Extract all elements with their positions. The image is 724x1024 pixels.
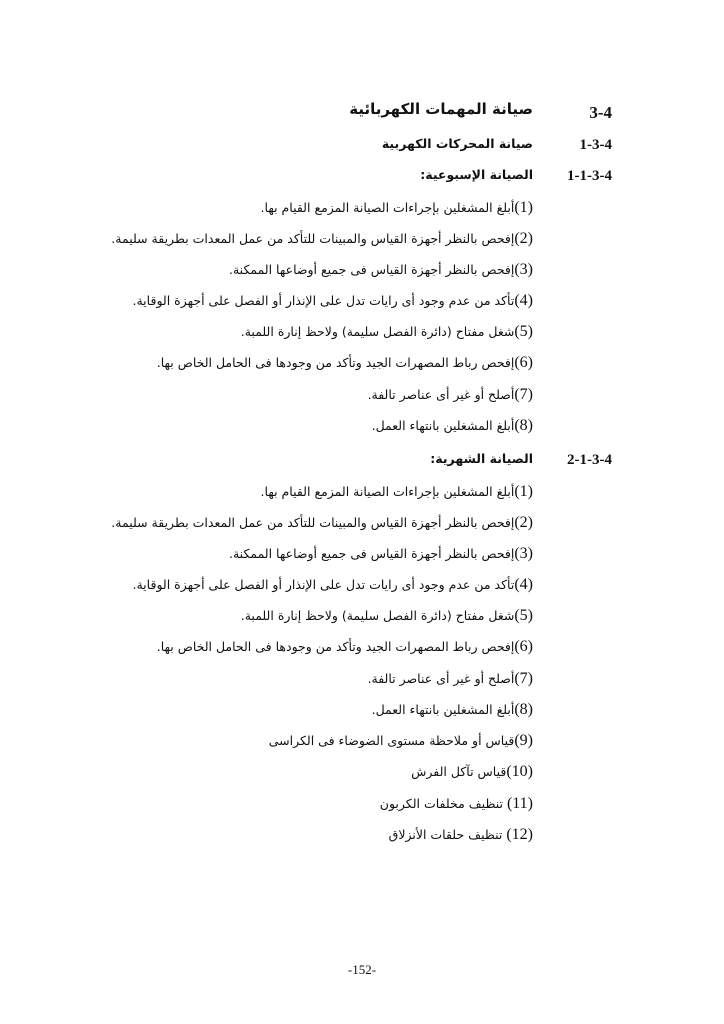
monthly-item-2: (2)إفحص بالنظر أجهزة القياس والمبينات للتأكد من عمل المعدات بطريقة سليمة. (111, 514, 533, 531)
weekly-item-5: (5)شغل مفتاح (دائرة الفصل سليمة) ولاحظ إنارة اللمبة. (240, 323, 533, 340)
monthly-item-6: (6)إفحص رباط المصهرات الجيد وتأكد من وجودها فى الحامل الخاص بها. (156, 638, 533, 655)
monthly-title: الصيانة الشهرية: (430, 451, 533, 466)
weekly-item-3: (3)إفحص بالنظر أجهزة القياس فى جميع أوضاعها الممكنة. (229, 261, 533, 278)
section-number: 3-4 (589, 103, 612, 122)
weekly-item-7: (7)أصلح أو غير أى عناصر تالفة. (367, 386, 533, 403)
weekly-item-4: (4)تأكد من عدم وجود أى رايات تدل على الإنذار أو الفصل على أجهزة الوقاية. (132, 292, 533, 309)
weekly-number: 1-1-3-4 (567, 168, 612, 184)
page-number: -152- (347, 962, 377, 977)
monthly-item-8: (8)أبلغ المشغلين بانتهاء العمل. (371, 701, 533, 718)
weekly-item-8: (8)أبلغ المشغلين بانتهاء العمل. (371, 417, 533, 434)
weekly-title: الصيانة الإسبوعية: (420, 167, 533, 182)
monthly-item-7: (7)أصلح أو غير أى عناصر تالفة. (367, 670, 533, 687)
monthly-item-11: (11) تنظيف مخلفات الكربون (379, 795, 533, 812)
weekly-item-2: (2)إفحص بالنظر أجهزة القياس والمبينات للتأكد من عمل المعدات بطريقة سليمة. (111, 230, 533, 247)
monthly-item-9: (9)قياس أو ملاحظة مستوى الضوضاء فى الكراسى (268, 732, 533, 749)
monthly-item-1: (1)أبلغ المشغلين بإجراءات الصيانة المزمع القيام بها. (260, 483, 533, 500)
monthly-item-12: (12) تنظيف حلقات الأنزلاق (388, 826, 533, 843)
monthly-item-10: (10)قياس تآكل الفرش (411, 763, 533, 780)
subsection-number: 1-3-4 (579, 137, 612, 153)
monthly-item-5: (5)شغل مفتاح (دائرة الفصل سليمة) ولاحظ إنارة اللمبة. (240, 607, 533, 624)
weekly-item-6: (6)إفحص رباط المصهرات الجيد وتأكد من وجودها فى الحامل الخاص بها. (156, 354, 533, 371)
monthly-item-3: (3)إفحص بالنظر أجهزة القياس فى جميع أوضاعها الممكنة. (229, 545, 533, 562)
subsection-title: صيانة المحركات الكهربية (381, 136, 533, 151)
weekly-item-1: (1)أبلغ المشغلين بإجراءات الصيانة المزمع القيام بها. (260, 199, 533, 216)
monthly-item-4: (4)تأكد من عدم وجود أى رايات تدل على الإنذار أو الفصل على أجهزة الوقاية. (132, 576, 533, 593)
monthly-number: 2-1-3-4 (567, 452, 612, 468)
section-title: صيانة المهمات الكهربائية (349, 100, 533, 118)
